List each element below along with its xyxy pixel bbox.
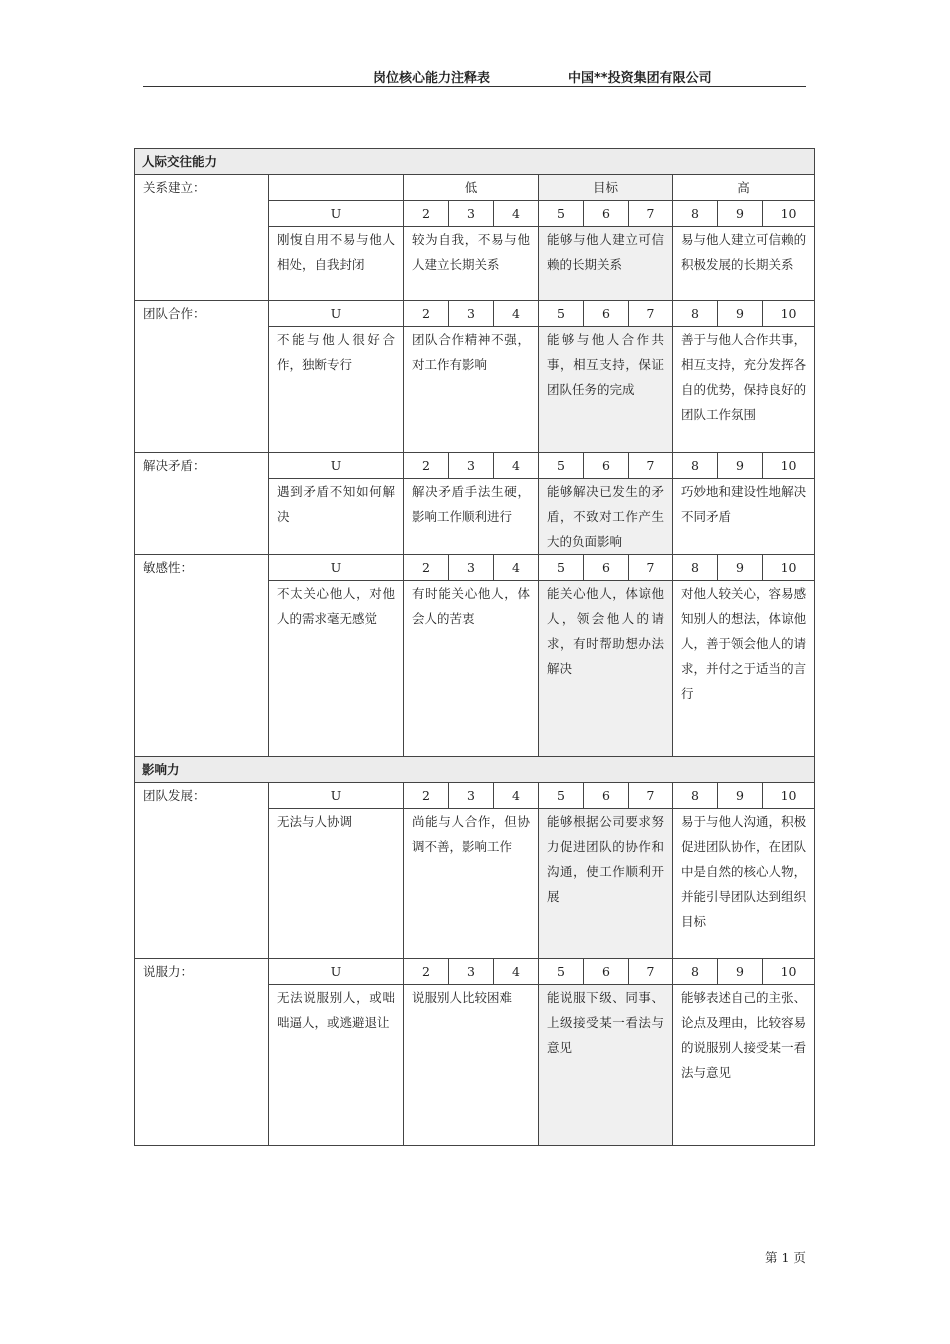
scale-cell: 7: [629, 959, 673, 985]
level-description: 团队合作精神不强，对工作有影响: [404, 327, 539, 453]
level-description: 无法说服别人，或咄咄逼人，或逃避退让: [269, 985, 404, 1146]
section-title: 人际交往能力: [135, 149, 815, 175]
scale-cell: 3: [449, 959, 494, 985]
level-description: 善于与他人合作共事，相互支持，充分发挥各自的优势，保持良好的团队工作氛围: [673, 327, 815, 453]
scale-cell: 5: [539, 959, 584, 985]
scale-cell: 8: [673, 453, 718, 479]
scale-cell: 4: [494, 783, 539, 809]
level-description: 说服别人比较困难: [404, 985, 539, 1146]
scale-cell: 3: [449, 453, 494, 479]
competency-label: 团队合作：: [135, 301, 269, 453]
level-description: 不能与他人很好合作，独断专行: [269, 327, 404, 453]
level-description: 能够根据公司要求努力促进团队的协作和沟通，使工作顺利开展: [539, 809, 673, 959]
scale-cell: 7: [629, 301, 673, 327]
scale-cell: U: [269, 301, 404, 327]
scale-cell: 3: [449, 555, 494, 581]
scale-cell: 7: [629, 783, 673, 809]
scale-cell: 10: [763, 453, 815, 479]
scale-cell: 9: [718, 301, 763, 327]
level-description: 不太关心他人，对他人的需求毫无感觉: [269, 581, 404, 757]
scale-cell: 6: [584, 453, 629, 479]
scale-cell: 10: [763, 555, 815, 581]
scale-cell: 2: [404, 301, 449, 327]
scale-row: [135, 453, 815, 479]
level-description: 能够与他人合作共事，相互支持，保证团队任务的完成: [539, 327, 673, 453]
level-high: 高: [673, 175, 815, 201]
competency-label: 说服力：: [135, 959, 269, 1146]
competency-table: [134, 148, 815, 1146]
level-description: 易于与他人沟通，积极促进团队协作，在团队中是自然的核心人物，并能引导团队达到组织目标: [673, 809, 815, 959]
level-description: 对他人较关心，容易感知别人的想法，体谅他人，善于领会他人的请求，并付之于适当的言行: [673, 581, 815, 757]
scale-cell: 2: [404, 453, 449, 479]
scale-cell: 4: [494, 453, 539, 479]
scale-cell: 5: [539, 783, 584, 809]
competency-label: 关系建立：: [135, 175, 269, 301]
level-description: 解决矛盾手法生硬，影响工作顺利进行: [404, 479, 539, 555]
scale-cell: 5: [539, 555, 584, 581]
scale-cell: 2: [404, 783, 449, 809]
scale-cell: 10: [763, 959, 815, 985]
scale-cell: U: [269, 959, 404, 985]
scale-cell: 8: [673, 201, 718, 227]
level-description: 无法与人协调: [269, 809, 404, 959]
scale-cell: 3: [449, 783, 494, 809]
scale-cell: 2: [404, 959, 449, 985]
scale-row: [135, 301, 815, 327]
level-blank: [269, 175, 404, 201]
document-title: 岗位核心能力注释表: [373, 71, 491, 86]
level-description: 能够表述自己的主张、论点及理由，比较容易的说服别人接受某一看法与意见: [673, 985, 815, 1146]
scale-cell: 4: [494, 555, 539, 581]
level-description: 能说服下级、同事、上级接受某一看法与意见: [539, 985, 673, 1146]
scale-cell: 6: [584, 301, 629, 327]
level-target: 目标: [539, 175, 673, 201]
scale-cell: U: [269, 555, 404, 581]
scale-cell: U: [269, 201, 404, 227]
scale-cell: U: [269, 783, 404, 809]
level-description: 能够与他人建立可信赖的长期关系: [539, 227, 673, 301]
scale-cell: 8: [673, 555, 718, 581]
level-description: 易与他人建立可信赖的积极发展的长期关系: [673, 227, 815, 301]
scale-row: [135, 783, 815, 809]
competency-label: 敏感性：: [135, 555, 269, 757]
section-header-row: [135, 757, 815, 783]
scale-cell: 9: [718, 201, 763, 227]
page-number: 第 1 页: [765, 1250, 806, 1265]
scale-cell: 4: [494, 201, 539, 227]
scale-cell: 8: [673, 301, 718, 327]
scale-row: [135, 959, 815, 985]
scale-cell: 7: [629, 201, 673, 227]
scale-cell: 2: [404, 555, 449, 581]
scale-cell: 10: [763, 301, 815, 327]
competency-label: 解决矛盾：: [135, 453, 269, 555]
section-title: 影响力: [135, 757, 815, 783]
level-description: 刚愎自用不易与他人相处，自我封闭: [269, 227, 404, 301]
section-header-row: [135, 149, 815, 175]
scale-cell: U: [269, 453, 404, 479]
level-description: 有时能关心他人，体会人的苦衷: [404, 581, 539, 757]
scale-cell: 10: [763, 201, 815, 227]
level-description: 巧妙地和建设性地解决不同矛盾: [673, 479, 815, 555]
scale-cell: 6: [584, 201, 629, 227]
scale-cell: 4: [494, 301, 539, 327]
level-low: 低: [404, 175, 539, 201]
level-description: 遇到矛盾不知如何解决: [269, 479, 404, 555]
scale-cell: 5: [539, 453, 584, 479]
scale-row: [135, 555, 815, 581]
scale-cell: 4: [494, 959, 539, 985]
level-header-row: [135, 175, 815, 201]
scale-cell: 8: [673, 783, 718, 809]
scale-cell: 6: [584, 783, 629, 809]
scale-cell: 9: [718, 783, 763, 809]
scale-cell: 7: [629, 555, 673, 581]
scale-cell: 6: [584, 555, 629, 581]
scale-cell: 5: [539, 301, 584, 327]
level-description: 尚能与人合作，但协调不善，影响工作: [404, 809, 539, 959]
page-header: [143, 64, 806, 87]
scale-cell: 9: [718, 555, 763, 581]
competency-label: 团队发展：: [135, 783, 269, 959]
scale-cell: 10: [763, 783, 815, 809]
scale-cell: 9: [718, 959, 763, 985]
scale-cell: 3: [449, 301, 494, 327]
level-description: 较为自我，不易与他人建立长期关系: [404, 227, 539, 301]
scale-cell: 7: [629, 453, 673, 479]
scale-cell: 9: [718, 453, 763, 479]
scale-cell: 2: [404, 201, 449, 227]
level-description: 能关心他人，体谅他人，领会他人的请求，有时帮助想办法解决: [539, 581, 673, 757]
scale-cell: 3: [449, 201, 494, 227]
scale-cell: 6: [584, 959, 629, 985]
company-name: 中国**投资集团有限公司: [568, 71, 712, 86]
scale-cell: 8: [673, 959, 718, 985]
scale-cell: 5: [539, 201, 584, 227]
level-description: 能够解决已发生的矛盾，不致对工作产生大的负面影响: [539, 479, 673, 555]
